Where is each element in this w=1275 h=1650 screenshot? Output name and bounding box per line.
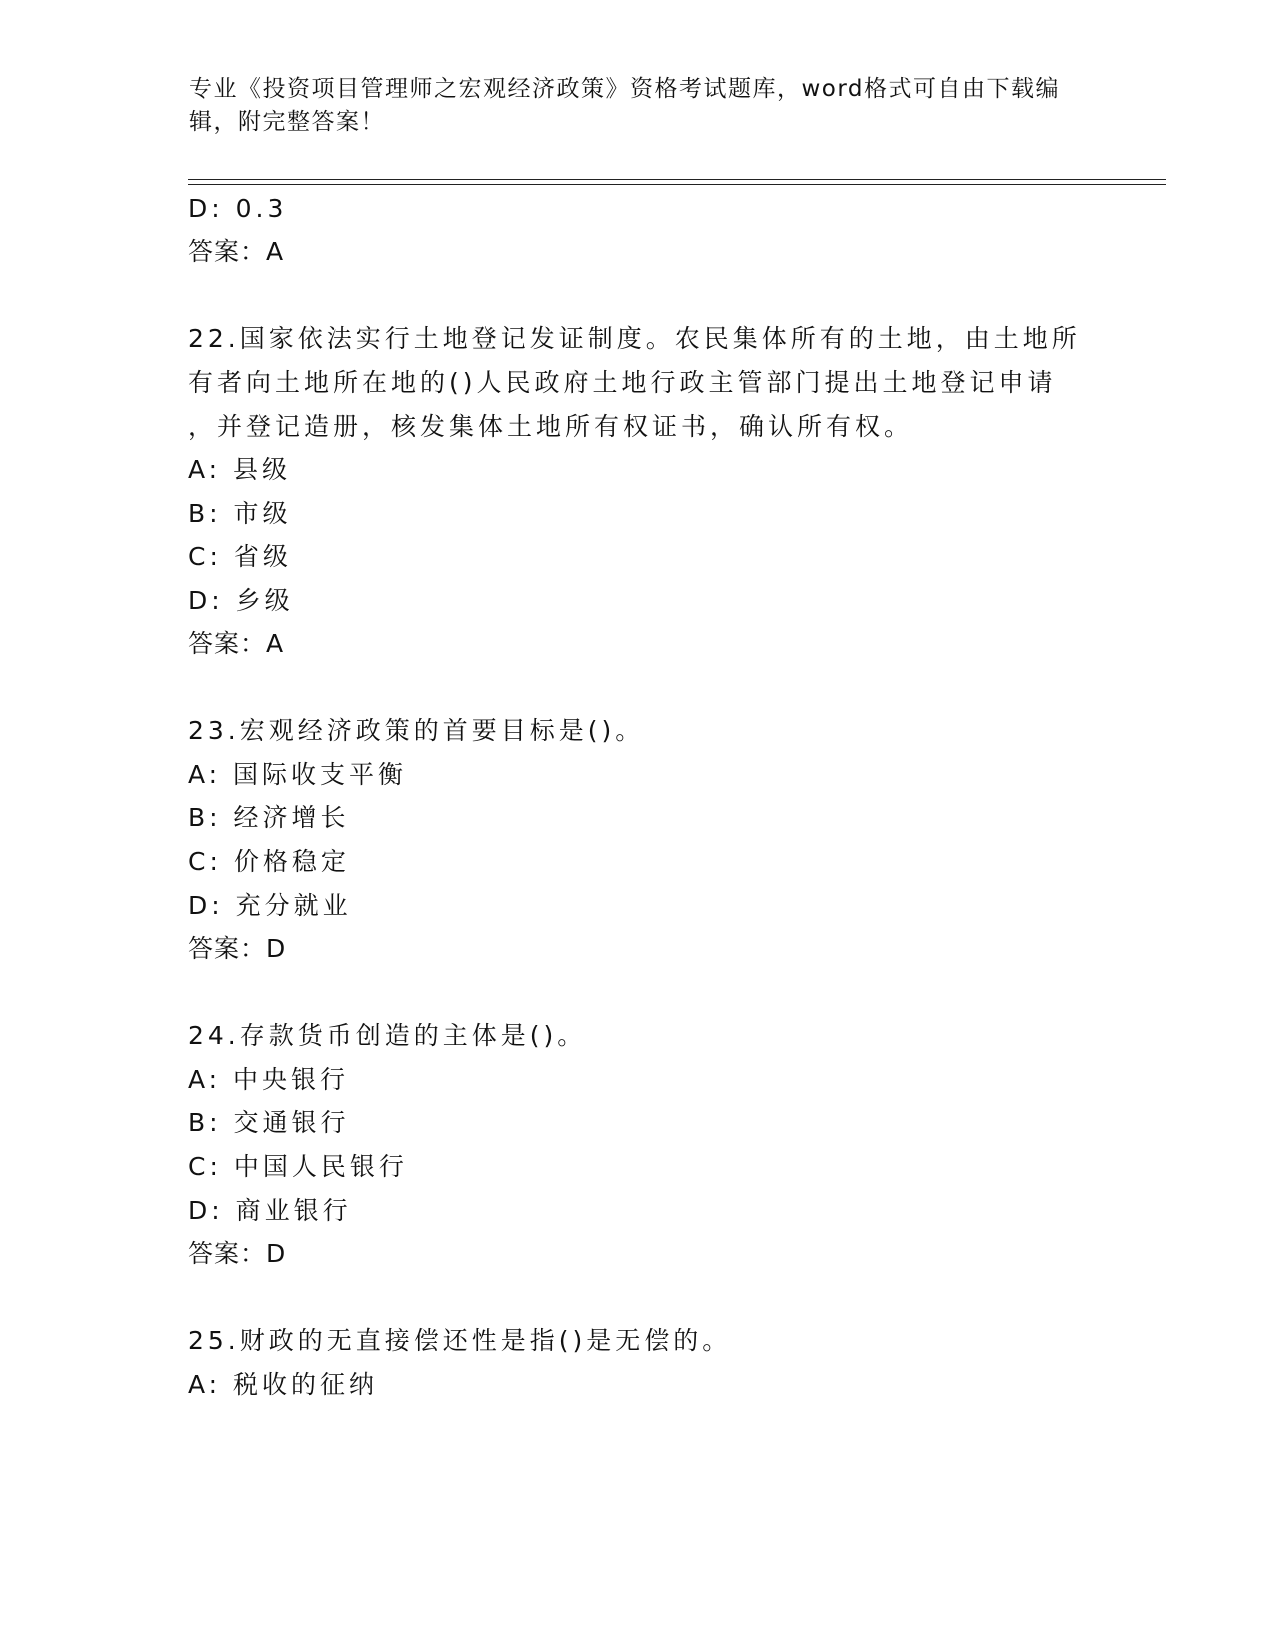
answer-line: 答案：A [188, 629, 285, 658]
option-a: A: 中央银行 [188, 1065, 350, 1094]
option-d: D: 商业银行 [188, 1196, 352, 1225]
option-a: A: 税收的征纳 [188, 1370, 379, 1399]
option-d: D: 0.3 [188, 194, 288, 223]
answer-line: 答案：D [188, 934, 287, 963]
header-divider-top [188, 179, 1166, 180]
question-stem: ，并登记造册，核发集体土地所有权证书，确认所有权。 [188, 412, 914, 441]
option-c: C: 省级 [188, 542, 292, 571]
question-stem: 25.财政的无直接偿还性是指()是无偿的。 [188, 1326, 732, 1355]
option-c: C: 中国人民银行 [188, 1152, 408, 1181]
option-d: D: 乡级 [188, 586, 294, 615]
question-stem: 22.国家依法实行土地登记发证制度。农民集体所有的土地，由土地所 [188, 324, 1081, 353]
option-b: B: 经济增长 [188, 803, 350, 832]
option-b: B: 交通银行 [188, 1108, 350, 1137]
answer-line: 答案：D [188, 1239, 287, 1268]
option-a: A: 县级 [188, 455, 292, 484]
option-c: C: 价格稳定 [188, 847, 350, 876]
header-divider-bottom [188, 184, 1166, 185]
question-stem: 有者向土地所在地的()人民政府土地行政主管部门提出土地登记申请 [188, 368, 1057, 397]
option-d: D: 充分就业 [188, 891, 352, 920]
option-b: B: 市级 [188, 499, 292, 528]
page-header: 专业《投资项目管理师之宏观经济政策》资格考试题库，word格式可自由下载编辑，附完整答案！ [189, 76, 1061, 135]
option-a: A: 国际收支平衡 [188, 760, 408, 789]
answer-line: 答案：A [188, 237, 285, 266]
question-stem: 24.存款货币创造的主体是()。 [188, 1021, 587, 1050]
question-stem: 23.宏观经济政策的首要目标是()。 [188, 716, 645, 745]
